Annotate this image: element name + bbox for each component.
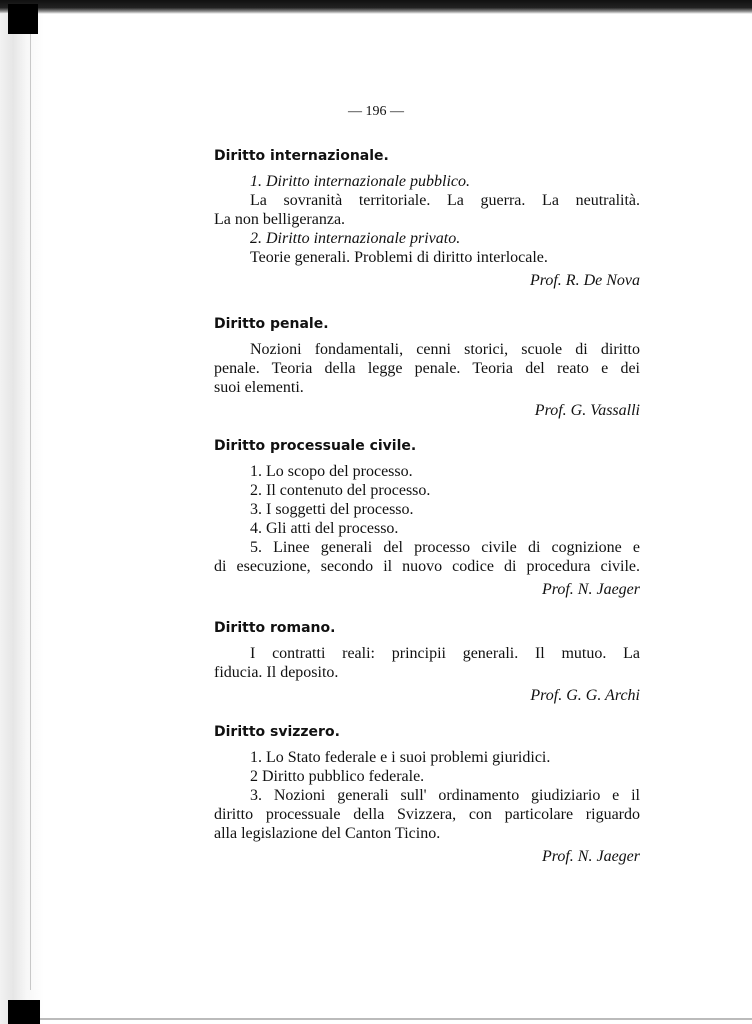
subject-line: 4. Gli atti del processo. (250, 520, 399, 537)
subject-line: suoi elementi. (214, 379, 304, 396)
subject-line: 2. Diritto internazionale privato. (250, 230, 461, 247)
subject-line: 3. I soggetti del processo. (250, 501, 414, 518)
section-diritto-romano (214, 618, 640, 706)
subject-line: penale. Teoria della legge penale. Teoria del reato e dei (214, 360, 640, 377)
subject-line: di esecuzione, secondo il nuovo codice di procedura civile. (214, 558, 640, 575)
subject-line: 1. Lo scopo del processo. (250, 463, 413, 480)
section-heading: Diritto svizzero. (214, 724, 340, 740)
subject-line: 1. Diritto internazionale pubblico. (250, 173, 470, 190)
subject-line: fiducia. Il deposito. (214, 664, 339, 681)
subject-line: La non belligeranza. (214, 211, 346, 228)
binding-edge (0, 0, 44, 1024)
corner-mark-top (8, 4, 38, 34)
professor-name: Prof. N. Jaeger (541, 848, 640, 865)
corner-mark-bottom (8, 1000, 40, 1024)
section-heading: Diritto romano. (214, 620, 336, 636)
section-diritto-internazionale (214, 146, 640, 291)
professor-name: Prof. N. Jaeger (541, 581, 640, 598)
professor-name: Prof. G. G. Archi (530, 687, 640, 704)
bottom-scan-edge (40, 1018, 752, 1020)
subject-line: I contratti reali: principii generali. Il mutuo. La (250, 645, 640, 662)
top-scan-edge (0, 0, 752, 14)
subject-line: 2 Diritto pubblico federale. (250, 768, 425, 785)
section-diritto-svizzero (214, 722, 640, 867)
binding-crease (30, 30, 31, 990)
professor-name: Prof. R. De Nova (529, 272, 640, 289)
section-heading: Diritto internazionale. (214, 148, 389, 164)
page-number: — 196 — (348, 104, 404, 119)
subject-line: 1. Lo Stato federale e i suoi problemi giuridici. (250, 749, 551, 766)
subject-line: diritto processuale della Svizzera, con particolare riguardo (214, 806, 640, 823)
subject-line: 3. Nozioni generali sull' ordinamento giudiziario e il (250, 787, 640, 804)
subject-line: alla legislazione del Canton Ticino. (214, 825, 441, 842)
professor-name: Prof. G. Vassalli (534, 402, 640, 419)
subject-line: Teorie generali. Problemi di diritto interlocale. (250, 249, 548, 266)
section-heading: Diritto penale. (214, 316, 329, 332)
subject-line: 5. Linee generali del processo civile di cognizione e (250, 539, 640, 556)
subject-line: Nozioni fondamentali, cenni storici, scuole di diritto (250, 341, 640, 358)
section-heading: Diritto processuale civile. (214, 438, 417, 454)
subject-line: 2. Il contenuto del processo. (250, 482, 431, 499)
section-diritto-processuale-civile (214, 436, 640, 600)
subject-line: La sovranità territoriale. La guerra. La neutralità. (250, 192, 640, 209)
section-diritto-penale (214, 314, 640, 421)
